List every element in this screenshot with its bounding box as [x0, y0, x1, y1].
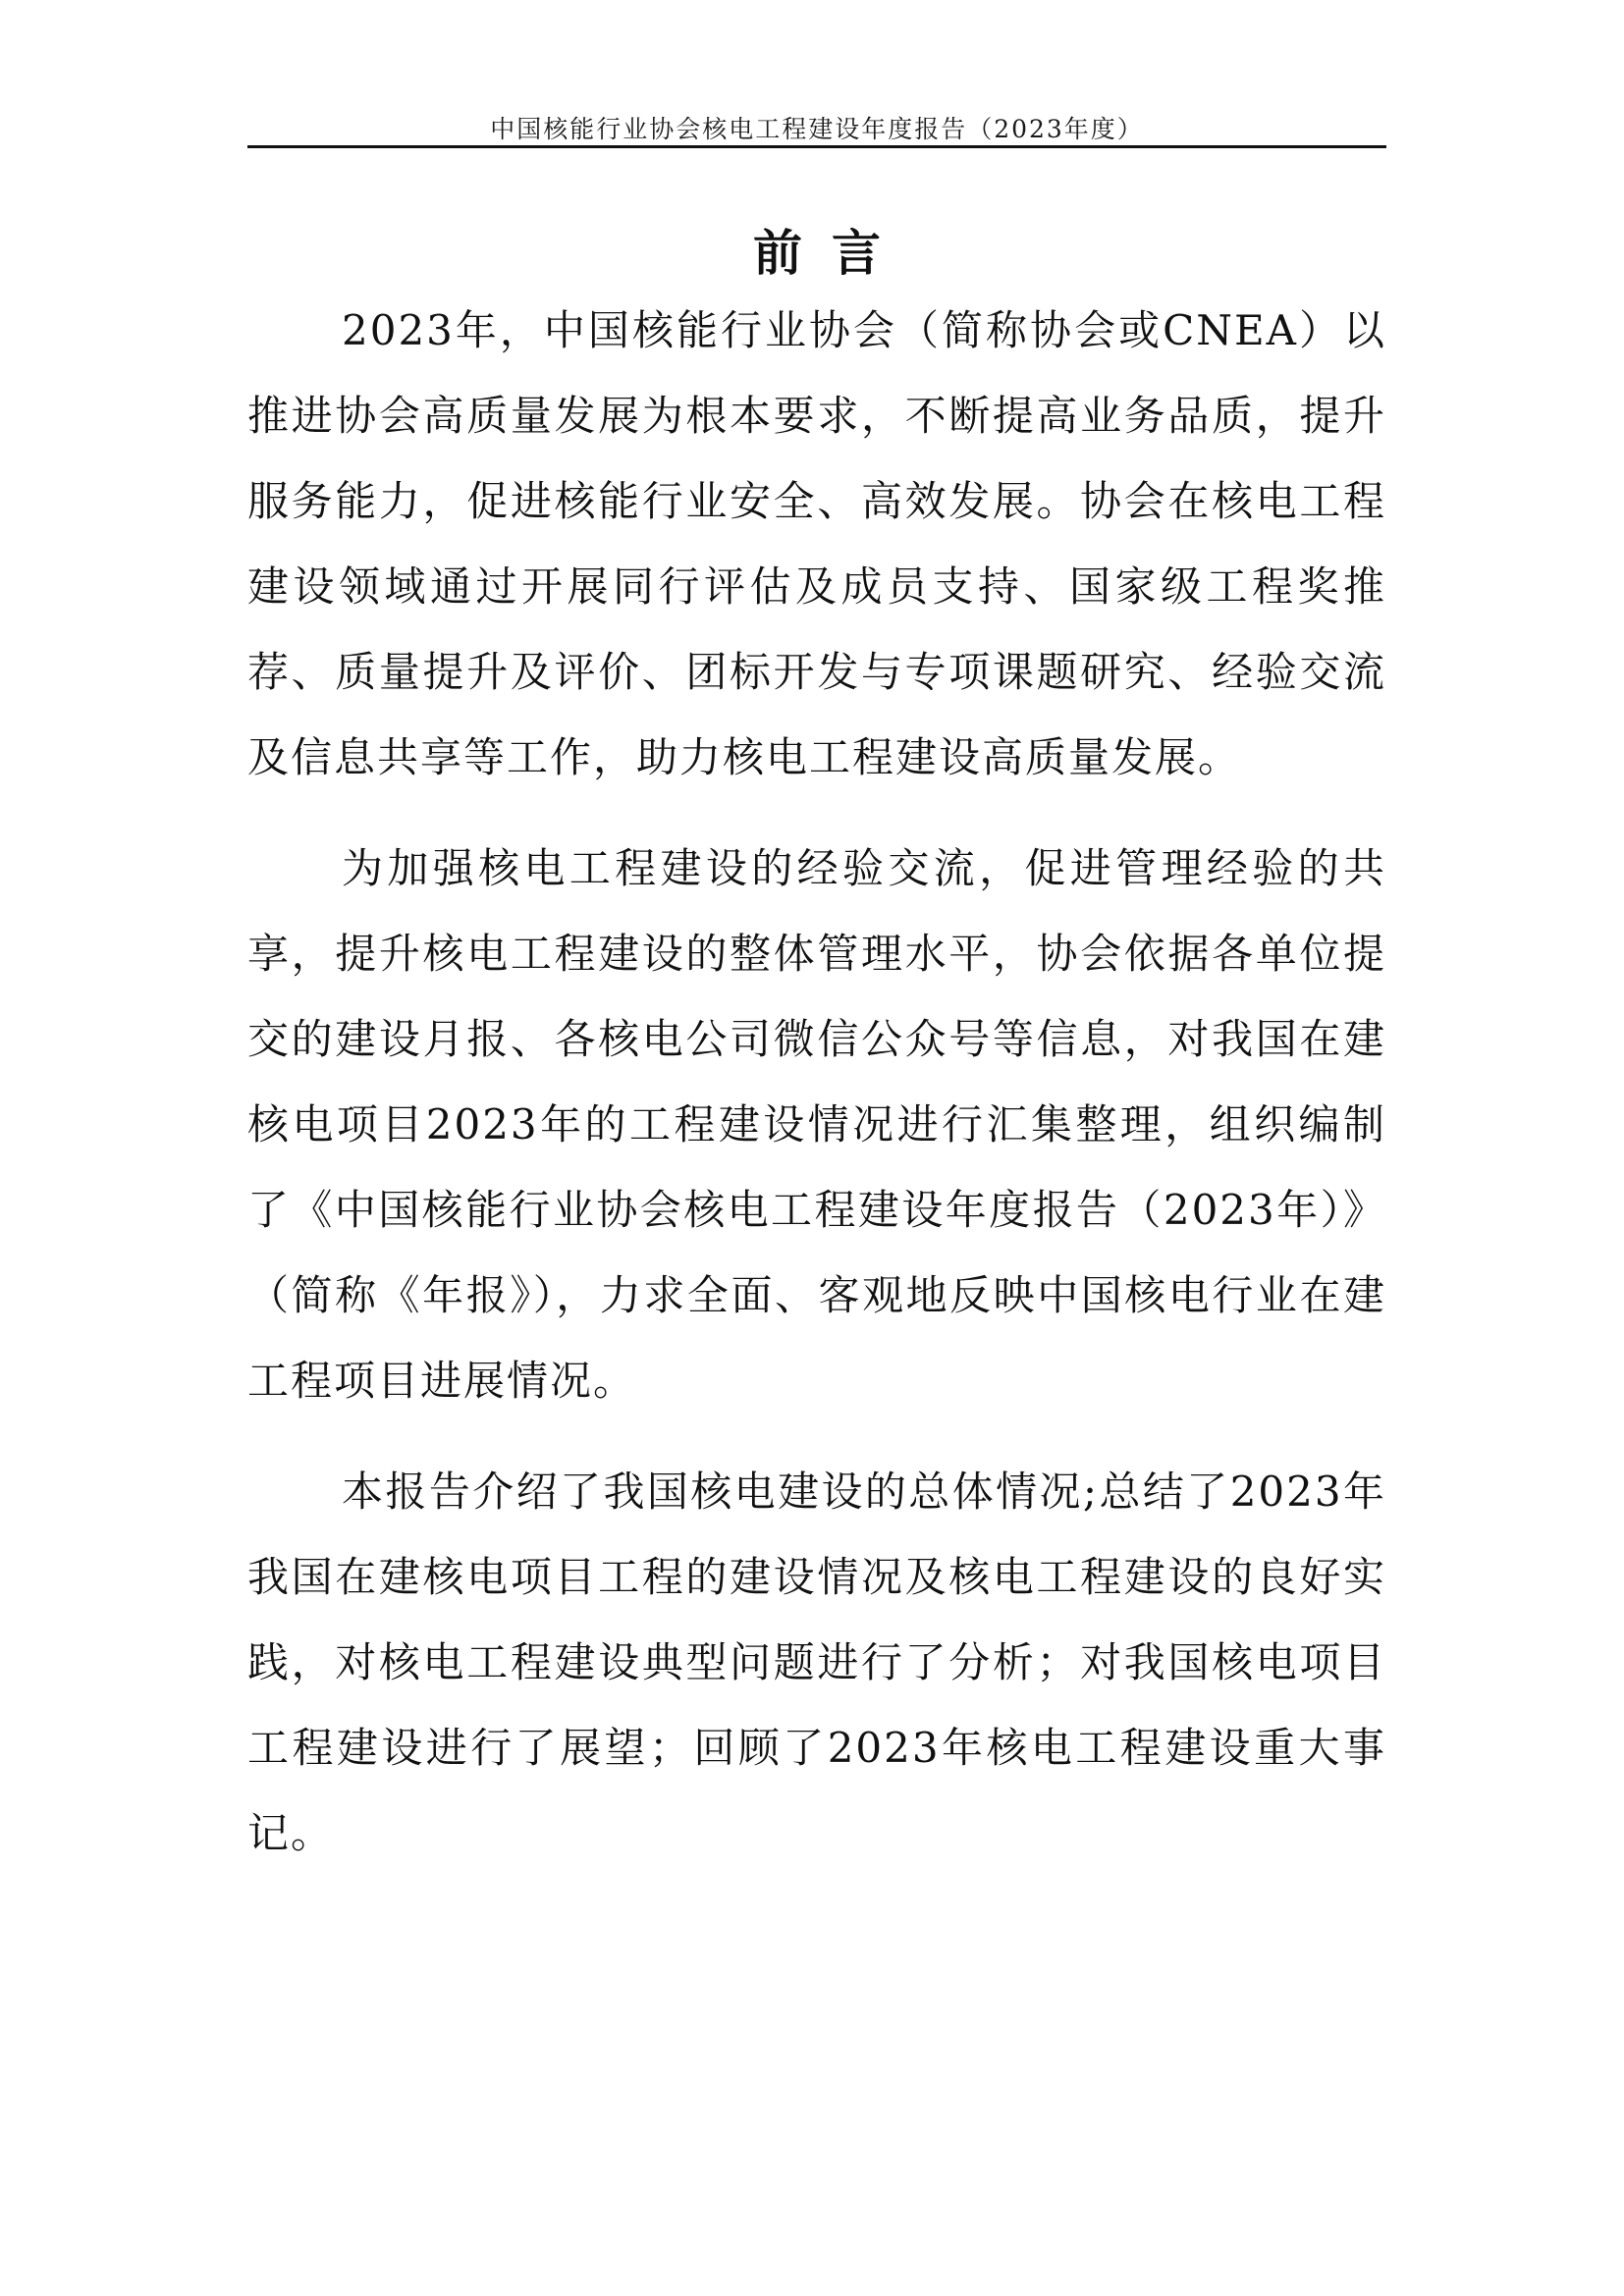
body-text: [247, 288, 1386, 1876]
paragraph-purpose: 为加强核电工程建设的经验交流，促进管理经验的共享，提升核电工程建设的整体管理水平，协会依据各单位提交的建设月报、各核电公司微信公众号等信息，对我国在建核电项目2023年的工程建设情况进行汇集整理，组织编制了《中国核能行业协会核电工程建设年度报告（2023年）》（简称《年报》），力求全面、客观地反映中国核电行业在建工程项目进展情况。: [247, 844, 1386, 1405]
paragraph-intro: 2023年，中国核能行业协会（简称协会或CNEA）以推进协会高质量发展为根本要求，不断提高业务品质，提升服务能力，促进核能行业安全、高效发展。协会在核电工程建设领域通过开展同行评估及成员支持、国家级工程奖推荐、质量提升及评价、团标开发与专项课题研究、经验交流及信息共享等工作，助力核电工程建设高质量发展。: [247, 306, 1386, 781]
header-rule: [247, 145, 1386, 148]
running-header: 中国核能行业协会核电工程建设年度报告（2023年度）: [490, 115, 1144, 143]
page-title: 前言: [753, 224, 910, 282]
paragraph-contents: 本报告介绍了我国核电建设的总体情况;总结了2023年我国在建核电项目工程的建设情况及核电工程建设的良好实践，对核电工程建设典型问题进行了分析；对我国核电项目工程建设进行了展望；回顾了2023年核电工程建设重大事记。: [247, 1468, 1386, 1857]
